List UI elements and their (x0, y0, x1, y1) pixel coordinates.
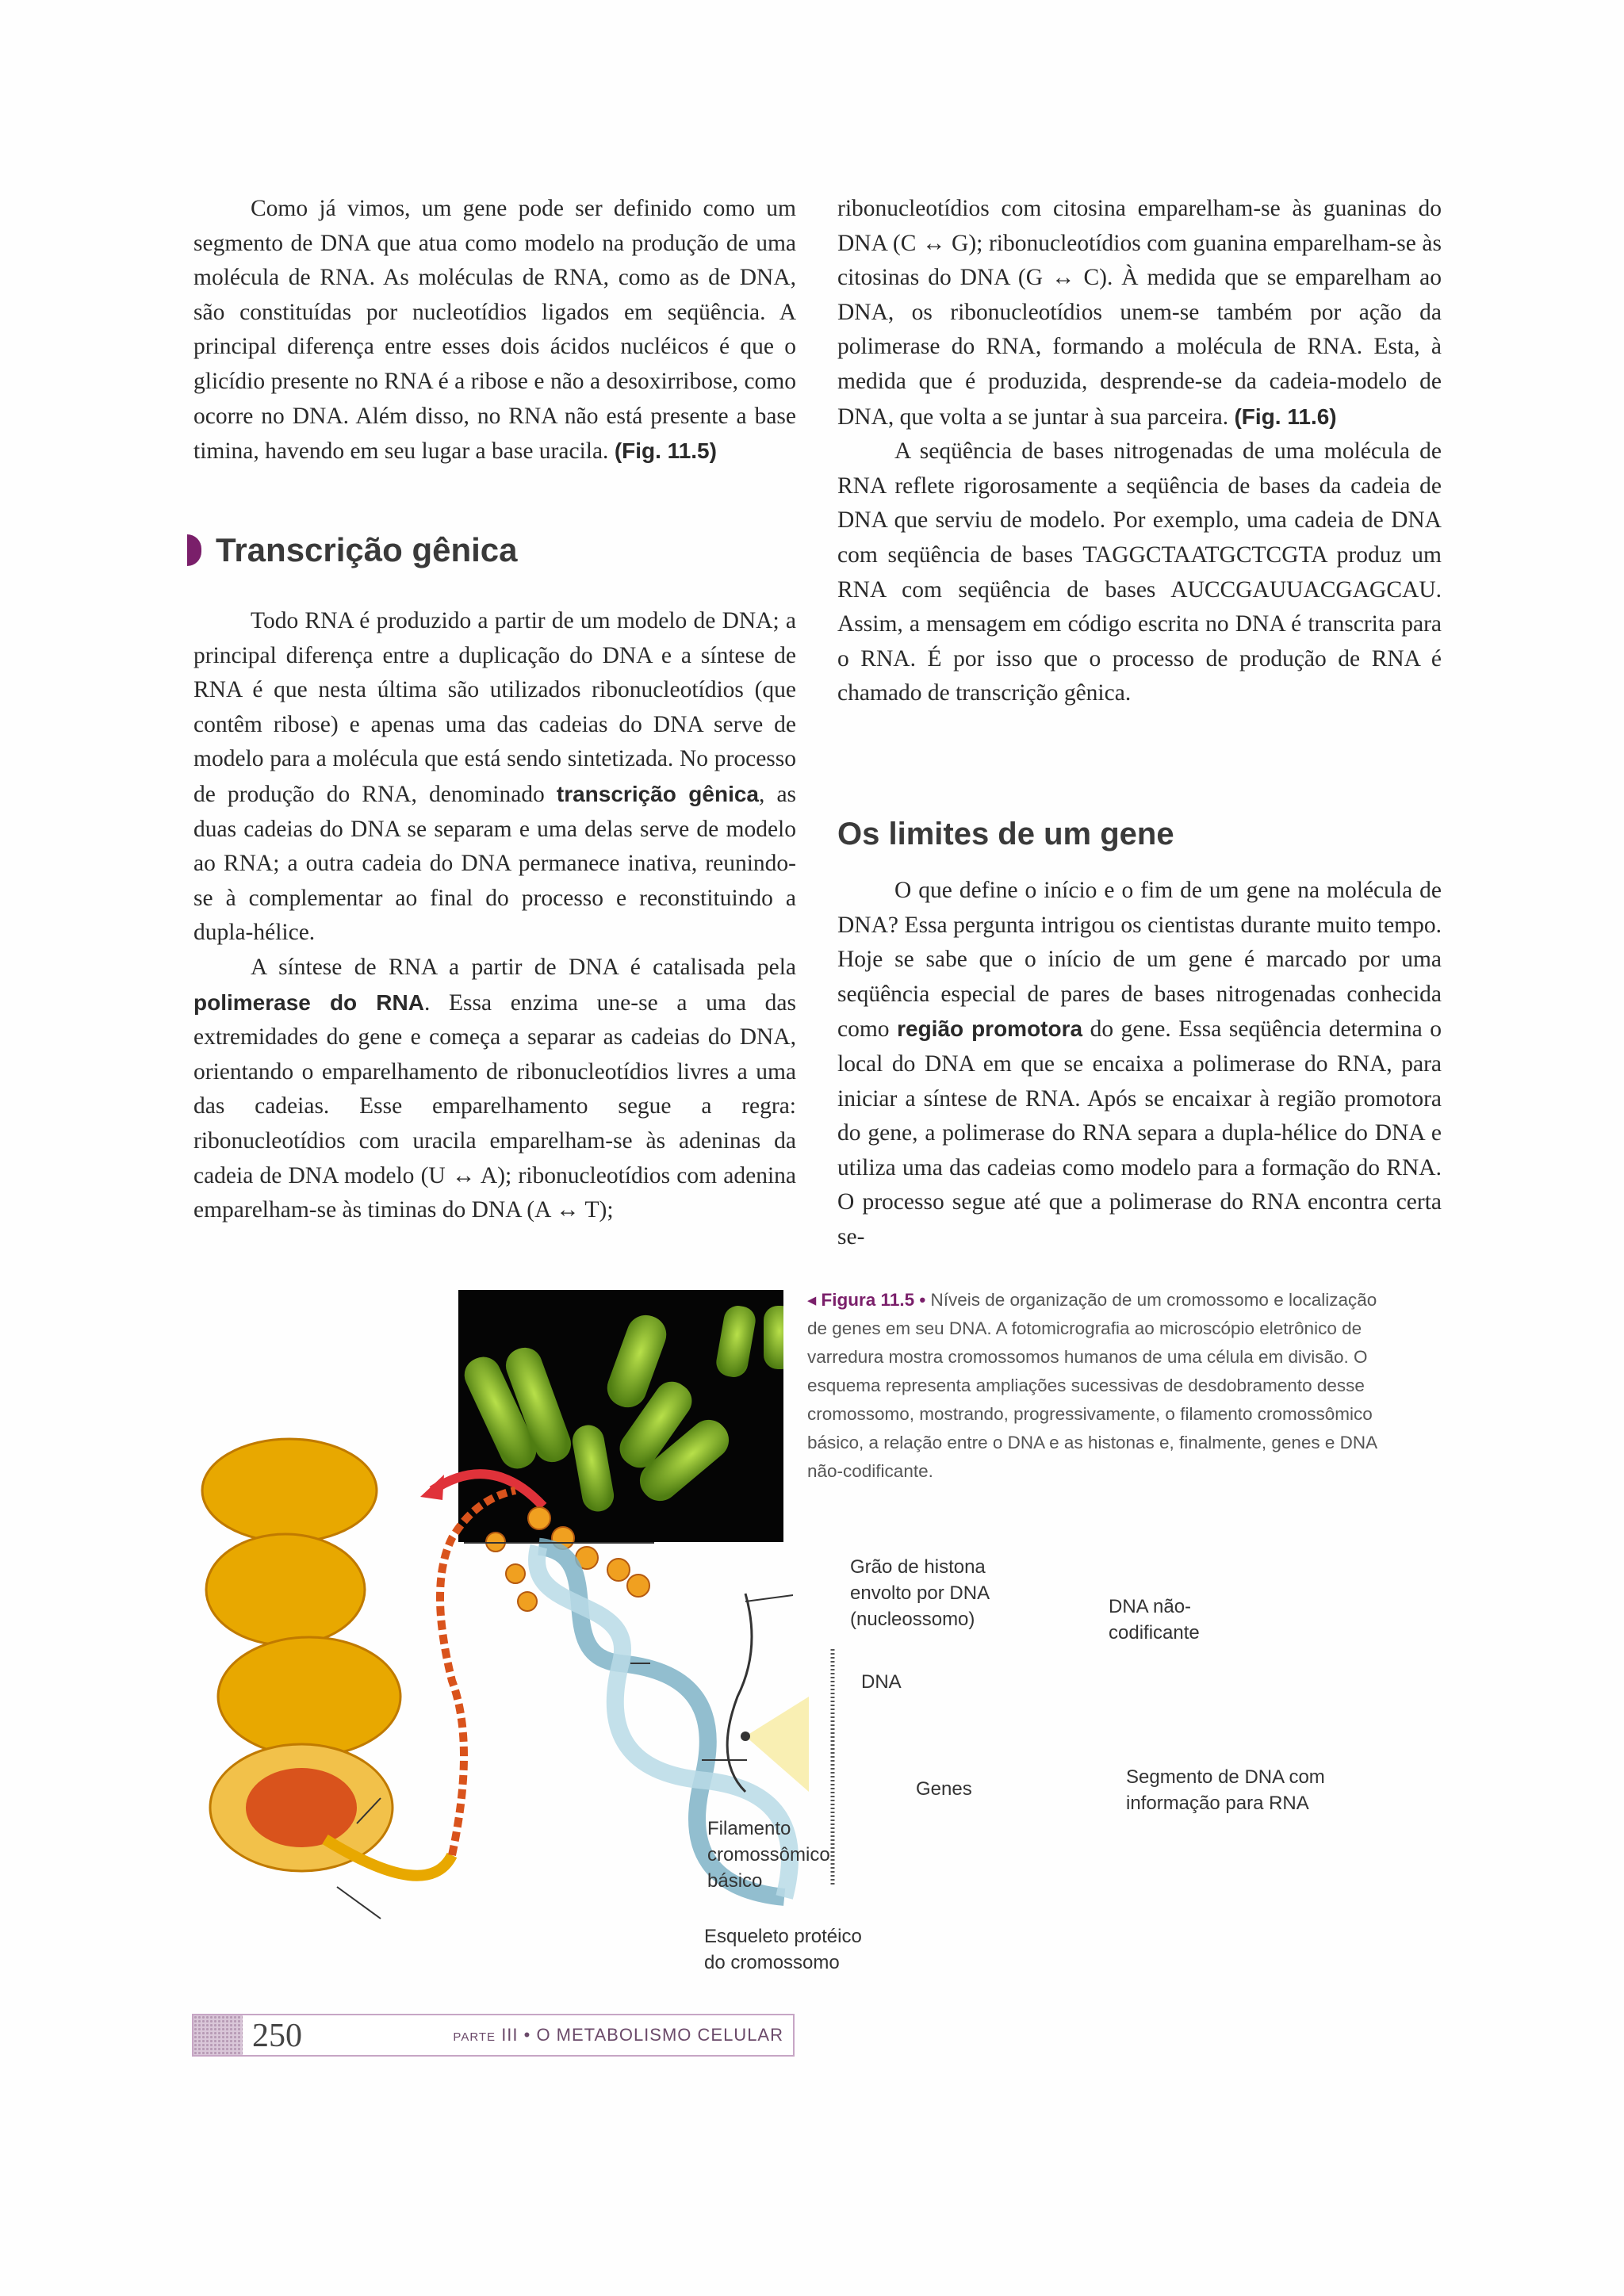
paragraph-pairing: ribonucleotídios com citosina emparelham-se às guaninas do DNA (C ↔ G); ribonucleotídios com guanina emparelham-se às citosinas do DNA (G ↔ C). À medida que se emparelham ao DNA, os ribonucleotídios unem-se também por ação da polimerase do RNA, formando a molécula de RNA. Esta, à medida que é produzida, desprende-se da cadeia-modelo de DNA, que volta a se juntar à sua parceira. (Fig. 11.6) (837, 196, 1442, 430)
paragraph-sequence: A seqüência de bases nitrogenadas de uma molécula de RNA reflete rigorosamente a seqüência de bases da cadeia de DNA que serviu de modelo. Por exemplo, uma cadeia de DNA com seqüência de bases TAGGCTAATGCTCGTA produz um RNA com seqüência de bases AUCCGAUUACGAGCAU. Assim, a mensagem em código escrita no DNA é transcrita para o RNA. É por isso que o processo de produção de RNA é chamado de transcrição gênica. (837, 438, 1442, 706)
label-skeleton: Esqueleto protéico do cromossomo (704, 1926, 862, 1973)
label-noncoding: DNA não- codificante (1109, 1596, 1200, 1644)
heading-marker-icon (187, 534, 201, 566)
left-column-body (193, 604, 796, 1228)
paragraph-intro: Como já vimos, um gene pode ser definido como um segmento de DNA que atua como modelo na produção de uma molécula de RNA. As moléculas de RNA, como as de DNA, são constituídas por nucleotídios ligados em seqüência. A principal diferença entre esses dois ácidos nucléicos é que o glicídio presente no RNA é a ribose e não a desoxirribose, como ocorre no DNA. Além disso, no RNA não está presente a base timina, havendo em seu lugar a base uracila. (Fig. 11.5) (193, 196, 796, 465)
part-title: PARTE III • O METABOLISMO CELULAR (453, 2025, 783, 2045)
dna-strand (727, 1594, 752, 1792)
term-transcricao: transcrição gênica (556, 781, 760, 806)
figure-caption (807, 1286, 1378, 1486)
page-footer (192, 2014, 795, 2057)
page-number: 250 (252, 2018, 302, 2054)
term-polimerase: polimerase do RNA (193, 989, 424, 1015)
gene-marker (741, 1732, 750, 1741)
fig-ref: (Fig. 11.5) (614, 438, 717, 464)
label-genes: Genes (916, 1778, 972, 1800)
heading-limites: Os limites de um gene (837, 817, 1174, 851)
footer-pattern-icon (193, 2015, 243, 2055)
gene-highlight (745, 1697, 809, 1792)
red-arrow-head-icon (420, 1475, 444, 1500)
label-histone: Grão de histona envolto por DNA (nucleossomo) (850, 1556, 990, 1630)
heading-transcricao: Transcrição gênica (187, 531, 518, 569)
paragraph-gene-limits: O que define o início e o fim de um gene na molécula de DNA? Essa pergunta intrigou os cientistas durante muito tempo. Hoje se sabe que o início de um gene é marcado por uma seqüência especial de pares de bases nitrogenadas conhecida como região promotora do gene. Essa seqüência determina o local do DNA em que se encaixa a polimerase do RNA, para iniciar a síntese de RNA. Após se encaixar à região promotora do gene, a polimerase do RNA separa a dupla-hélice do DNA e utiliza uma das cadeias como modelo para a formação do RNA. O processo segue até que a polimerase do RNA encontra certa se- (837, 878, 1442, 1249)
paragraph-transcription: Todo RNA é produzido a partir de um modelo de DNA; a principal diferença entre a duplicação do DNA e a síntese de RNA é que nesta última são utilizados ribonucleotídios (que contêm ribose) e apenas uma das cadeias do DNA serve de modelo para a molécula que está sendo sintetizada. No processo de produção do RNA, denominado transcrição gênica, as duas cadeias do DNA se separam e uma delas serve de modelo ao RNA; a outra cadeia do DNA permanece inativa, reunindo-se à complementar ao final do processo e reconstituindo a dupla-hélice. (193, 608, 797, 946)
figure-label: ◂ Figura 11.5 • (807, 1290, 926, 1310)
label-dna: DNA (861, 1671, 902, 1693)
fig-ref: (Fig. 11.6) (1234, 404, 1337, 429)
right-column (837, 192, 1442, 711)
figure-caption-text: Níveis de organização de um cromossomo e localização de genes em seu DNA. A fotomicrografia ao microscópio eletrônico de varredura mostra cromossomos humanos de uma célula em divisão. O esquema representa ampliações sucessivas de desdobramento desse cromossomo, mostrando, progressivamente, o filamento cromossômico básico, a relação entre o DNA e as histonas e, finalmente, genes e DNA não-codificante. (807, 1290, 1377, 1481)
label-filament: Filamento cromossômico básico (707, 1818, 830, 1892)
right-column-body (837, 874, 1442, 1255)
left-column (193, 192, 796, 469)
paragraph-polymerase: A síntese de RNA a partir de DNA é catalisada pela polimerase do RNA. Essa enzima une-se a uma das extremidades do gene e começa a separar as cadeias do DNA, orientando o emparelhamento de ribonucleotídios livres a uma das cadeias. Esse emparelhamento segue a regra: ribonucleotídios com uracila emparelham-se às adeninas da cadeia de DNA modelo (U ↔ A); ribonucleotídios com adenina emparelham-se às timinas do DNA (A ↔ T); (193, 954, 796, 1223)
chromosome-coils (202, 1439, 452, 1876)
label-segment: Segmento de DNA com informação para RNA (1126, 1766, 1325, 1814)
term-regiao-promotora: região promotora (897, 1016, 1083, 1042)
chromosome-schematic (190, 1411, 1174, 1982)
